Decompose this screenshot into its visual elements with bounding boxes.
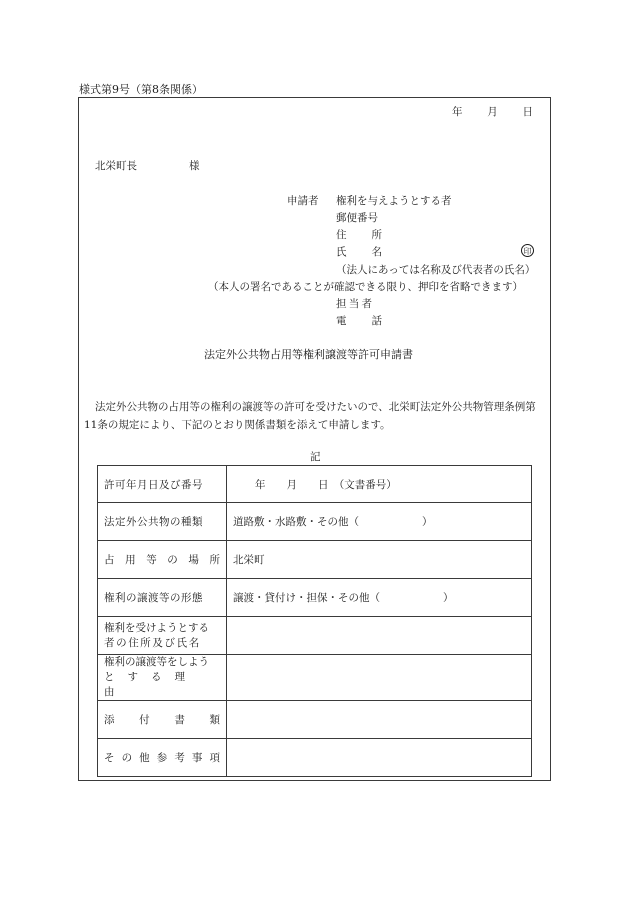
contact-char: 者 <box>361 298 372 310</box>
label-line: 者の住所及び氏名 <box>104 636 201 649</box>
label-char: 添 <box>104 714 115 726</box>
table-row <box>98 617 532 655</box>
contact-char: 当 <box>348 298 360 310</box>
phone-char: 電 <box>336 315 347 327</box>
label-line: 権利を受けようとする <box>104 621 209 634</box>
row-value <box>227 466 532 503</box>
label-char: 所 <box>209 554 220 566</box>
ki-heading: 記 <box>310 451 321 463</box>
row-value <box>227 739 532 777</box>
row-label <box>98 466 227 503</box>
table-row <box>98 503 532 541</box>
body-text: 法定外公共物の占用等の権利の譲渡等の許可を受けたいので、北栄町法定外公共物管理条例第11条の規定により、下記のとおり関係書類を添えて申請します。 <box>84 401 536 431</box>
name-char: 氏 <box>336 246 347 258</box>
signature-note: （本人の署名であることが確認できる限り、押印を省略できます） <box>208 281 523 293</box>
document-title: 法定外公共物占用等権利譲渡等許可申請書 <box>204 348 413 361</box>
addressee-name: 北栄町長 <box>95 160 137 172</box>
label-char: 等 <box>146 554 157 566</box>
value-text: 北栄町 <box>233 554 265 566</box>
label-char: 項 <box>209 752 220 764</box>
applicant-role: 権利を与えようとする者 <box>336 195 452 207</box>
addressee-honorific: 様 <box>189 160 200 172</box>
label-text: 法定外公共物の種類 <box>104 516 203 528</box>
label-text: 権利の譲渡等の形態 <box>104 592 203 604</box>
row-value <box>227 701 532 739</box>
name-label <box>336 244 382 259</box>
table-row <box>98 541 532 579</box>
label-char: 考 <box>174 752 185 764</box>
row-label <box>98 541 227 579</box>
label-char: 書 <box>174 714 185 726</box>
label-text <box>104 750 220 765</box>
table-row <box>98 655 532 701</box>
phone-char: 話 <box>371 315 382 327</box>
label-char: の <box>121 752 133 764</box>
table-row <box>98 579 532 617</box>
table-row <box>98 466 532 503</box>
label-text: 許可年月日及び番号 <box>104 478 203 491</box>
row-label <box>98 739 227 777</box>
value-text: 譲渡・貸付け・担保・その他（ ） <box>233 592 454 604</box>
label-char: 他 <box>139 752 150 764</box>
address-char: 住 <box>336 229 347 241</box>
contact-char: 担 <box>336 298 347 310</box>
label-text <box>104 712 220 727</box>
label-char: 付 <box>139 714 150 726</box>
label-line: とする理由 <box>104 671 198 698</box>
date-line <box>452 104 533 119</box>
seal-mark: 印 <box>521 244 534 257</box>
row-label <box>98 701 227 739</box>
form-number: 様式第9号（第8条関係） <box>79 83 203 96</box>
table-row <box>98 701 532 739</box>
label-char: 場 <box>188 554 199 566</box>
name-char: 名 <box>371 246 382 258</box>
row-value <box>227 503 532 541</box>
label-text <box>104 552 220 567</box>
phone-label <box>336 313 382 328</box>
row-label <box>98 503 227 541</box>
row-label <box>98 579 227 617</box>
label-char: 参 <box>156 752 168 764</box>
date-year: 年 <box>452 106 463 118</box>
date-day: 日 <box>522 106 533 118</box>
row-value <box>227 617 532 655</box>
contact-person-label <box>336 296 372 311</box>
label-char: そ <box>104 752 115 764</box>
label-char: 占 <box>104 554 115 566</box>
address-char: 所 <box>371 229 382 241</box>
row-label <box>98 655 227 701</box>
label-line: 権利の譲渡等をしよう <box>104 656 209 668</box>
label-char: 事 <box>191 752 203 764</box>
label-char: 用 <box>125 554 136 566</box>
value-text: 道路敷・水路敷・その他（ ） <box>233 516 433 528</box>
row-value <box>227 579 532 617</box>
postal-code-label: 郵便番号 <box>336 212 378 224</box>
row-value <box>227 655 532 701</box>
table-row <box>98 739 532 777</box>
applicant-label: 申請者 <box>287 195 319 207</box>
details-table <box>97 465 532 777</box>
corporation-note: （法人にあっては名称及び代表者の氏名） <box>336 264 536 276</box>
row-label <box>98 617 227 655</box>
label-char: 類 <box>209 714 220 726</box>
value-text: 年 月 日 （文書番号） <box>255 478 397 491</box>
label-char: の <box>167 554 178 566</box>
address-label <box>336 227 382 242</box>
date-month: 月 <box>487 106 498 118</box>
row-value <box>227 541 532 579</box>
